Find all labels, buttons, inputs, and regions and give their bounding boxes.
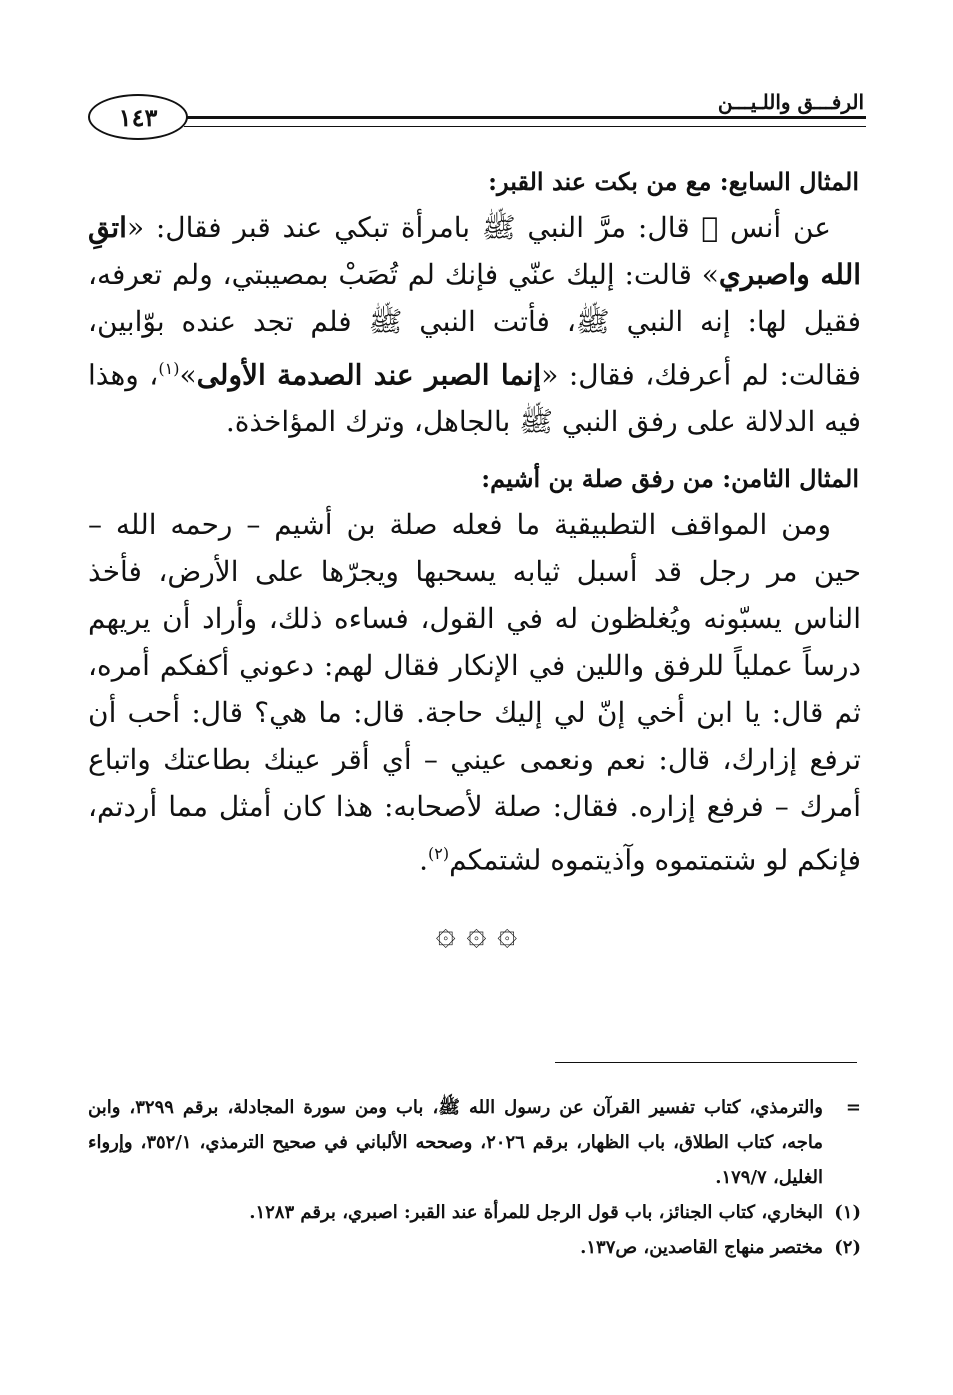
hadith-quote-2: إنما الصبر عند الصدمة الأولى [196,358,542,392]
footnote-continued [88,1090,861,1195]
running-title: الرفـــق واللـيـــن [710,90,864,114]
paragraph-8-text-b: . [419,843,429,877]
footnote-text: البخاري، كتاب الجنائز، باب قول الرجل للمرأة عند القبر: اصبري، برقم ١٢٨٣. [249,1202,823,1223]
footnote-marker: (٢) [834,1237,861,1258]
page-number [88,94,188,140]
section-heading-7: المثال السابع: مع من بكت عند القبر: [488,167,859,196]
hadith-quote-1: اتقِ الله واصبري [88,211,861,291]
footnote-text: والترمذي، كتاب تفسير القرآن عن رسول الله ﷺ، باب ومن سورة المجادلة، برقم ٣٢٩٩، وابن ماجه، كتاب الطلاق، باب الظهار، برقم ٢٠٢٦، وصححه الألباني في صحيح الترمذي، ٣٥٢/١، وإرواء الغليل، ١٧٩/٧. [88,1097,824,1188]
footnote-separator [555,1062,857,1063]
section-heading-8: المثال الثامن: من رفق صلة بن أشيم: [481,464,859,494]
page-header [88,90,866,148]
footnotes [88,1090,861,1265]
paragraph-7-text-c: » [179,358,197,392]
page-number-text: ١٤٣ [118,102,158,132]
paragraph-8 [88,501,861,883]
footnote-marker: (١) [834,1202,861,1223]
paragraph-7-text-b: » قالت: إليك عنّي فإنك لم تُصَبْ بمصيبتي، ولم تعرفه، فقيل لها: إنه النبي ﷺ، فأتت النبي ﷺ فلم تجد عنده بوّابين، فقالت: لم أعرفك، فقال: « [88,258,862,392]
paragraph-7-text-d: ، وهذا فيه الدلالة على رفق النبي ﷺ بالجاهل، وترك المؤاخذة. [88,358,861,439]
footnote-text: مختصر منهاج القاصدين، ص١٣٧. [580,1237,823,1258]
main-content [88,164,861,884]
paragraph-7-text-a: عن أنس ﷛ قال: مرَّ النبي ﷺ بامرأة تبكي عند قبر فقال: « [126,211,831,244]
footnote-2 [88,1230,861,1265]
footnote-ref-1[interactable]: (١) [158,359,180,378]
paragraph-8-text-a: ومن المواقف التطبيقية ما فعله صلة بن أشيم – رحمه الله – حين مر رجل قد أسبل ثيابه يسحبها ويجرّها على الأرض، فأخذ الناس يسبّونه ويُغلظون له في القول، فساءه ذلك، وأراد أن يريهم درساً عملياً للرفق واللين في الإنكار فقال لهم: دعوني أكفكم أمره، ثم قال: يا ابن أخي إنّ لي إليك حاجة. قال: ما هي؟ قال: أحب أن ترفع إزارك، قال: نعم ونعمى عيني – أي أقر عينك بطاعتك واتباع أمرك – فرفع إزاره. فقال: صلة لأصحابه: هذا كان أمثل مما أردتم، فإنكم لو شتمتموه وآذيتموه لشتمكم [88,508,862,877]
header-rule [184,116,866,127]
paragraph-7 [88,204,861,445]
footnote-ref-2[interactable]: (٢) [428,844,450,864]
footnote-marker: = [845,1097,861,1118]
footnote-1 [88,1195,861,1230]
ornament-divider: ۞ ۞ ۞ [435,913,518,953]
